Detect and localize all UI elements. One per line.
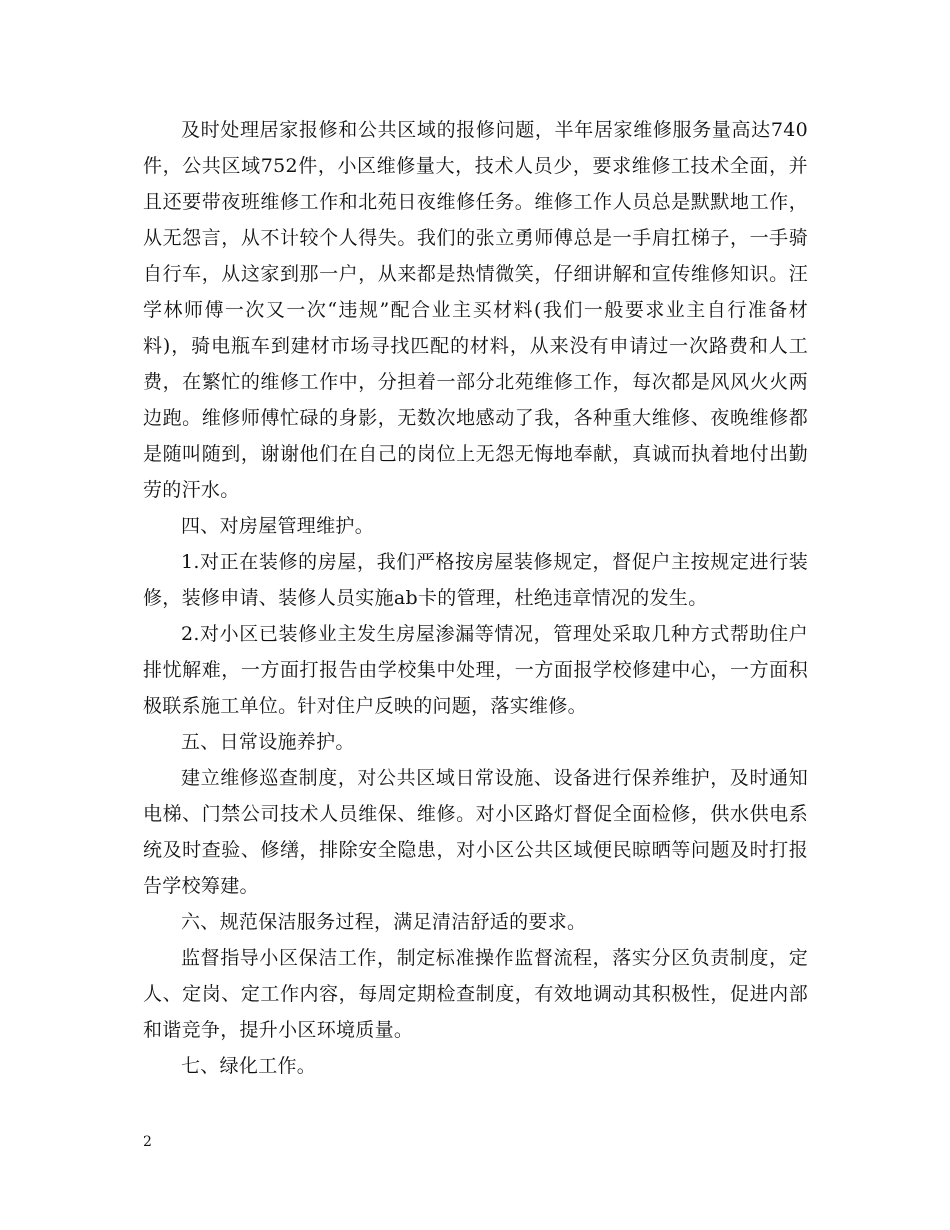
page-number: 2 xyxy=(143,1134,152,1150)
paragraph-renovation-management: 1.对正在装修的房屋，我们严格按房屋装修规定，督促户主按规定进行装修，装修申请、装修人员实施ab卡的管理，杜绝违章情况的发生。 xyxy=(143,551,808,609)
section-heading-greening: 七、绿化工作。 xyxy=(181,1055,317,1077)
section-heading-cleaning-service: 六、规范保洁服务过程，满足清洁舒适的要求。 xyxy=(181,911,587,933)
paragraph-maintenance-work: 及时处理居家报修和公共区域的报修问题，半年居家维修服务量高达740件，公共区域752件，小区维修量大，技术人员少，要求维修工技术全面，并且还要带夜班维修工作和北苑日夜维修任务。维修工作人员总是默默地工作，从无怨言，从不计较个人得失。我们的张立勇师傅总是一手肩扛梯子，一手骑自行车，从这家到那一户，从来都是热情微笑，仔细讲解和宣传维修知识。汪学林师傅一次又一次“违规”配合业主买材料(我们一般要求业主自行准备材料)，骑电瓶车到建材市场寻找匹配的材料，从来没有申请过一次路费和人工费，在繁忙的维修工作中，分担着一部分北苑维修工作，每次都是风风火火两边跑。维修师傅忙碌的身影，无数次地感动了我，各种重大维修、夜晚维修都是随叫随到，谢谢他们在自己的岗位上无怨无悔地奉献，真诚而执着地付出勤劳的汗水。 xyxy=(143,119,808,501)
document-body xyxy=(143,112,808,1084)
paragraph-inspection-system: 建立维修巡查制度，对公共区域日常设施、设备进行保养维护，及时通知电梯、门禁公司技术人员维保、维修。对小区路灯督促全面检修，供水供电系统及时查验、修缮，排除安全隐患，对小区公共区域便民晾晒等问题及时打报告学校筹建。 xyxy=(143,767,808,897)
paragraph-cleaning-supervision: 监督指导小区保洁工作，制定标准操作监督流程，落实分区负责制度，定人、定岗、定工作内容，每周定期检查制度，有效地调动其积极性，促进内部和谐竞争，提升小区环境质量。 xyxy=(143,947,808,1041)
paragraph-leakage-handling: 2.对小区已装修业主发生房屋渗漏等情况，管理处采取几种方式帮助住户排忧解难，一方面打报告由学校集中处理，一方面报学校修建中心，一方面积极联系施工单位。针对住户反映的问题，落实维修。 xyxy=(143,623,808,717)
section-heading-housing-maintenance: 四、对房屋管理维护。 xyxy=(181,515,375,537)
section-heading-facility-care: 五、日常设施养护。 xyxy=(181,731,355,753)
